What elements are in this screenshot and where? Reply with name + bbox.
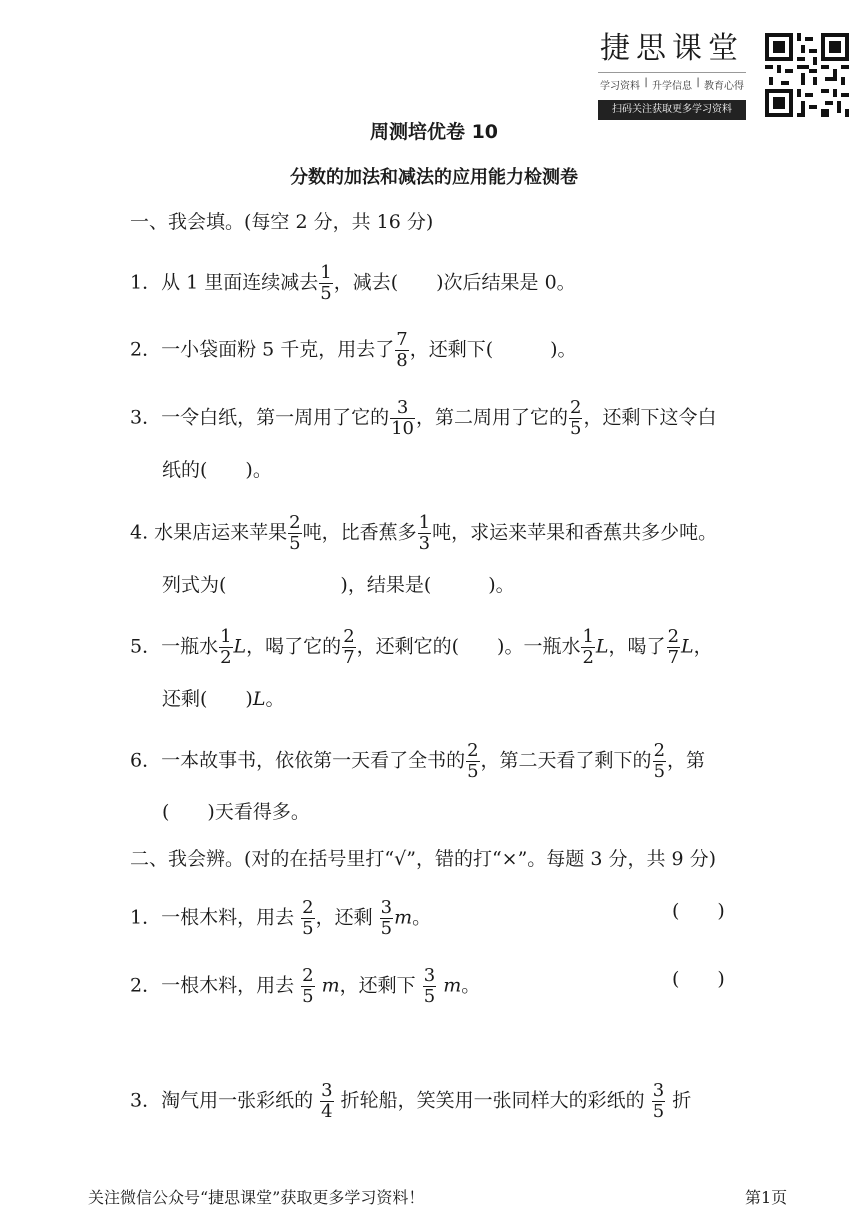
question-1-2: 2．一小袋面粉 5 千克，用去了 $\frac{7}{8}$ ，还剩下( )。 — [130, 329, 577, 371]
fraction: $\frac{2}{5}$ — [467, 740, 479, 782]
fraction: $\frac{1}{3}$ — [418, 512, 431, 554]
brand-tag: 升学信息 — [652, 81, 692, 92]
question-1-6-line2: ( )天看得多。 — [162, 801, 310, 823]
question-2-3: 3．淘气用一张彩纸的 $\frac{3}{4}$ 折轮船，笑笑用一张同样大的彩纸的 $\frac{3}{5}$ 折 — [130, 1080, 692, 1122]
question-1-4: 4. 水果店运来苹果 $\frac{2}{5}$ 吨，比香蕉多 $\frac{1}{3}$ 吨，求运来苹果和香蕉共多少吨。 — [130, 512, 718, 554]
answer-box-2-2[interactable]: ( ) — [672, 968, 725, 990]
question-1-4-line2: 列式为( )，结果是( )。 — [162, 574, 515, 596]
page-number: 第1页 — [745, 1188, 788, 1207]
fraction: $\frac{2}{7}$ — [667, 626, 680, 668]
section2-heading: 二、我会辨。(对的在括号里打“√”，错的打“×”。每题 3 分，共 9 分) — [130, 848, 717, 870]
question-1-1: 1．从 1 里面连续减去 $\frac{1}{5}$ ，减去( )次后结果是 0。 — [130, 262, 576, 304]
question-2-1: 1．一根木料，用去 $\frac{2}{5}$ ，还剩 $\frac{3}{5}$ m。 — [130, 897, 432, 939]
fraction: $\frac{7}{8}$ — [396, 329, 408, 371]
fraction: $\frac{2}{5}$ — [653, 740, 666, 782]
fraction: $\frac{1}{2}$ — [582, 626, 594, 668]
question-2-2: 2．一根木料，用去 $\frac{2}{5}$ m，还剩下 $\frac{3}{5}$ m。 — [130, 965, 481, 1007]
fraction: $\frac{2}{5}$ — [289, 512, 301, 554]
question-1-5: 5．一瓶水 $\frac{1}{2}$ L，喝了它的 $\frac{2}{7}$ ，还剩它的( )。一瓶水 $\frac{1}{2}$ L，喝了 $\frac{2}{7}$ L， — [130, 626, 713, 668]
question-1-3-line2: 纸的( )。 — [162, 459, 272, 481]
page-title: 周测培优卷 10 — [369, 121, 499, 143]
fraction: $\frac{3}{5}$ — [380, 897, 393, 939]
fraction: $\frac{2}{7}$ — [343, 626, 355, 668]
footer-note: 关注微信公众号“捷思课堂”获取更多学习资料！ — [88, 1188, 425, 1207]
fraction: $\frac{1}{5}$ — [320, 262, 332, 304]
section1-heading: 一、我会填。(每空 2 分，共 16 分) — [130, 211, 434, 233]
brand-tags: 学习资料 | 升学信息 | 教育心得 — [598, 72, 746, 92]
brand-name: 捷思课堂 — [600, 31, 744, 66]
brand-banner: 扫码关注获取更多学习资料 — [598, 100, 746, 120]
question-1-6: 6．一本故事书，依依第一天看了全书的 $\frac{2}{5}$ ，第二天看了剩下的 $\frac{2}{5}$ ，第 — [130, 740, 706, 782]
question-1-3: 3．一令白纸，第一周用了它的 $\frac{3}{10}$ ，第二周用了它的 $\frac{2}{5}$ ，还剩下这令白 — [130, 397, 717, 439]
brand-block — [598, 30, 746, 120]
fraction: $\frac{2}{5}$ — [302, 897, 314, 939]
fraction: $\frac{3}{10}$ — [391, 397, 414, 439]
fraction: $\frac{3}{5}$ — [652, 1080, 665, 1122]
fraction: $\frac{2}{5}$ — [302, 965, 314, 1007]
fraction: $\frac{1}{2}$ — [220, 626, 232, 668]
fraction: $\frac{2}{5}$ — [570, 397, 582, 439]
qr-code-icon — [765, 33, 849, 117]
page-subtitle: 分数的加法和减法的应用能力检测卷 — [290, 167, 578, 188]
fraction: $\frac{3}{5}$ — [423, 965, 436, 1007]
question-1-5-line2: 还剩( )L。 — [162, 688, 285, 710]
answer-box-2-1[interactable]: ( ) — [672, 900, 725, 922]
brand-tag: 学习资料 — [600, 81, 640, 92]
brand-tag: 教育心得 — [704, 81, 744, 92]
fraction: $\frac{3}{4}$ — [321, 1080, 333, 1122]
